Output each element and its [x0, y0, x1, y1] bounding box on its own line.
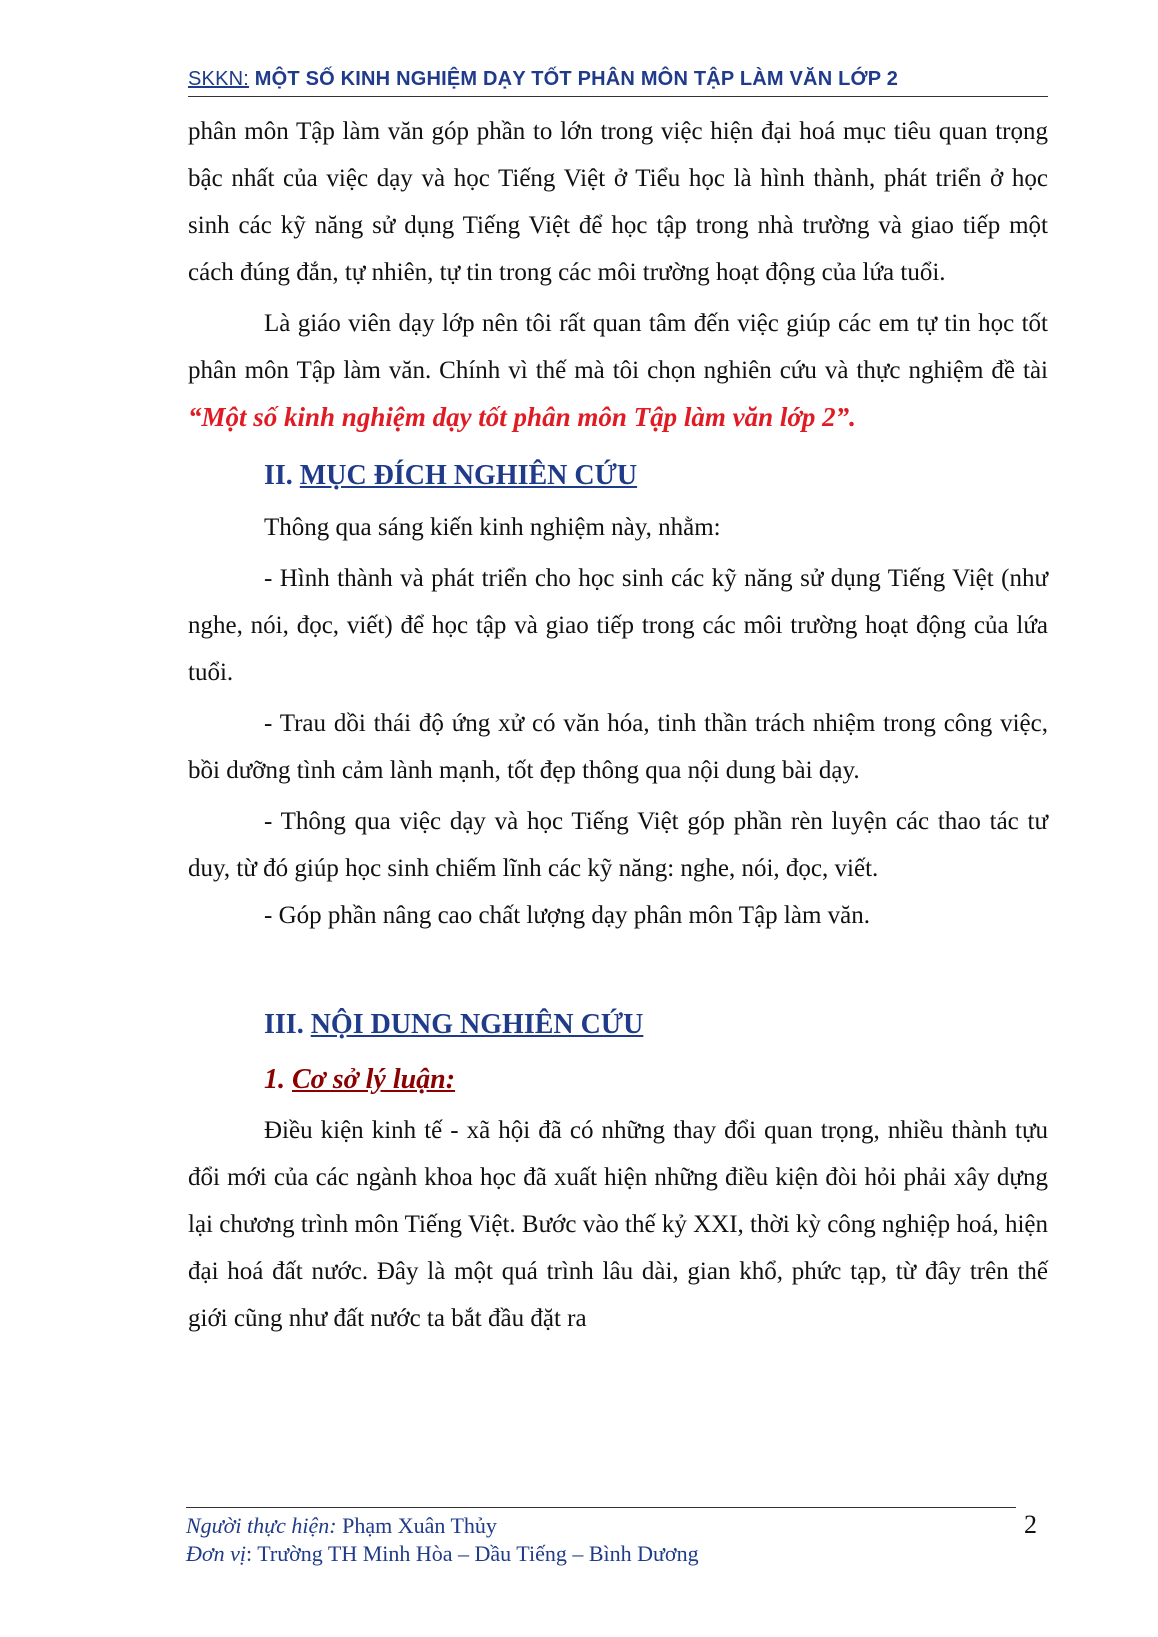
page-header: [188, 68, 1048, 97]
subsection-1-number: 1.: [264, 1064, 292, 1095]
section-3-heading: [188, 997, 1048, 1053]
footer-unit: : Trường TH Minh Hòa – Dầu Tiếng – Bình Dương: [246, 1541, 699, 1566]
paragraph-3: Thông qua sáng kiến kinh nghiệm này, nhằm:: [264, 514, 721, 541]
topic-title: “Một số kinh nghiệm dạy tốt phân môn Tập làm văn lớp 2”.: [188, 402, 856, 432]
bullet-2: - Trau dồi thái độ ứng xử có văn hóa, tinh thần trách nhiệm trong công việc, bồi dưỡng tình cảm lành mạnh, tốt đẹp thông qua nội dung bài dạy.: [188, 710, 1048, 784]
section-2-title: MỤC ĐÍCH NGHIÊN CỨU: [299, 460, 638, 491]
page-footer: [186, 1507, 1016, 1568]
paragraph-2: [188, 300, 1048, 442]
section-3-title: NỘI DUNG NGHIÊN CỨU: [310, 1009, 644, 1040]
header-title: MỘT SỐ KINH NGHIỆM DẠY TỐT PHÂN MÔN TẬP LÀM VĂN LỚP 2: [249, 68, 899, 90]
footer-author-line: [186, 1512, 1016, 1540]
footer-unit-line: [186, 1540, 1016, 1568]
footer-author-label: Người thực hiện:: [186, 1513, 337, 1538]
section-3-number: III.: [264, 1009, 311, 1040]
paragraph-2-text: Là giáo viên dạy lớp nên tôi rất quan tâm đến việc giúp các em tự tin học tốt phân môn Tập làm văn. Chính vì thế mà tôi chọn nghiên cứu và thực nghiệm đề tài: [188, 310, 1048, 384]
bullet-1: - Hình thành và phát triển cho học sinh các kỹ năng sử dụng Tiếng Việt (như nghe, nói, đọc, viết) để học tập và giao tiếp trong các môi trường hoạt động của lứa tuổi.: [188, 565, 1048, 686]
footer-unit-label: Đơn vị: [186, 1541, 247, 1566]
paragraph-4: Điều kiện kinh tế - xã hội đã có những thay đổi quan trọng, nhiều thành tựu đổi mới của các ngành khoa học đã xuất hiện những điều kiện đòi hỏi phải xây dựng lại chương trình môn Tiếng Việt. Bước vào thế kỷ XXI, thời kỳ công nghiệp hoá, hiện đại hoá đất nước. Đây là một quá trình lâu dài, gian khổ, phức tạp, từ đây trên thế giới cũng như đất nước ta bắt đầu đặt ra: [188, 1117, 1048, 1332]
document-body: [188, 108, 1048, 1342]
section-2-number: II.: [264, 460, 300, 491]
header-prefix: SKKN:: [188, 68, 250, 90]
subsection-1-title: Cơ sở lý luận:: [292, 1064, 456, 1095]
paragraph-1: phân môn Tập làm văn góp phần to lớn trong việc hiện đại hoá mục tiêu quan trọng bậc nhất của việc dạy và học Tiếng Việt ở Tiểu học là hình thành, phát triển ở học sinh các kỹ năng sử dụng Tiếng Việt để học tập trong nhà trường và giao tiếp một cách đúng đắn, tự nhiên, tự tin trong các môi trường hoạt động của lứa tuổi.: [188, 118, 1048, 286]
bullet-3: - Thông qua việc dạy và học Tiếng Việt góp phần rèn luyện các thao tác tư duy, từ đó giúp học sinh chiếm lĩnh các kỹ năng: nghe, nói, đọc, viết.: [188, 808, 1048, 882]
subsection-1-heading: [188, 1053, 1048, 1107]
page-number: 2: [1024, 1510, 1037, 1539]
section-2-heading: [188, 448, 1048, 504]
bullet-4: - Góp phần nâng cao chất lượng dạy phân môn Tập làm văn.: [264, 902, 871, 929]
footer-author: Phạm Xuân Thủy: [336, 1513, 497, 1538]
